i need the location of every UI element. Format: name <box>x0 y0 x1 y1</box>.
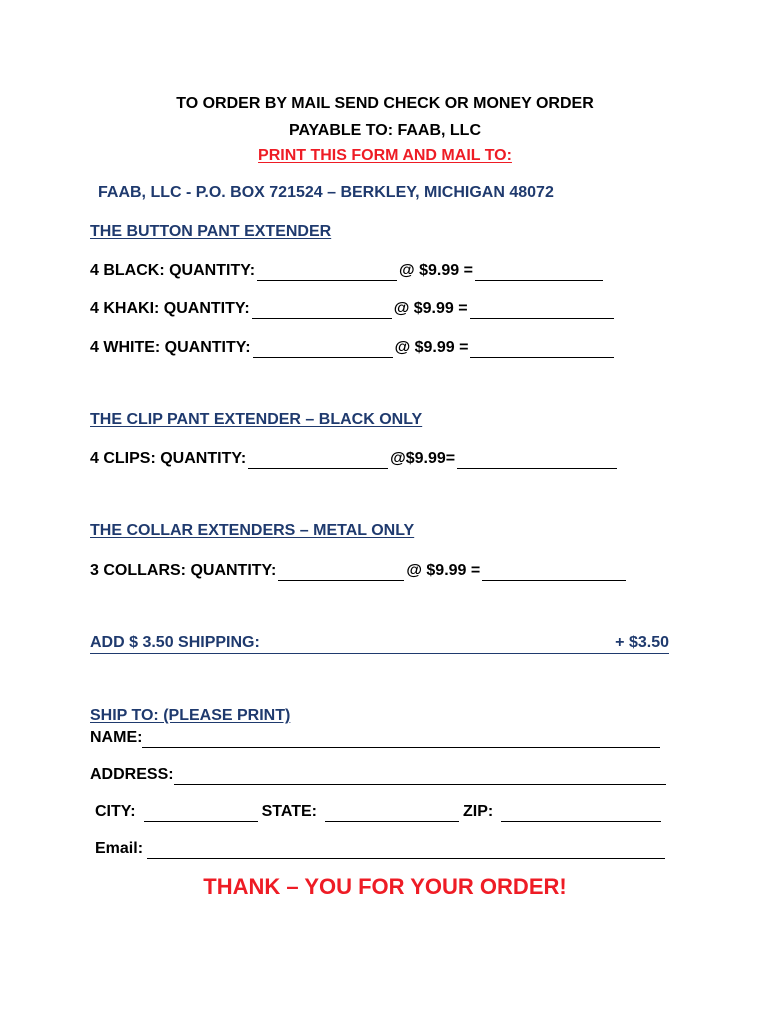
total-field-white[interactable] <box>470 341 614 358</box>
quantity-field-black[interactable] <box>257 264 397 281</box>
name-field[interactable] <box>142 731 660 748</box>
order-row-price: @$9.99= <box>390 450 456 467</box>
order-row-white <box>90 338 616 358</box>
quantity-field-khaki[interactable] <box>252 302 392 319</box>
order-row-price: @ $9.99 = <box>406 562 481 579</box>
mailing-address: FAAB, LLC - P.O. BOX 721524 – BERKLEY, MICHIGAN 48072 <box>98 184 554 201</box>
shipping-label: ADD $ 3.50 SHIPPING: <box>90 634 260 651</box>
ship-to-heading: SHIP TO: (PLEASE PRINT) <box>90 707 291 724</box>
order-row-label: 4 WHITE: QUANTITY: <box>90 339 251 356</box>
order-row-clips <box>90 449 619 469</box>
clip-section-heading: THE CLIP PANT EXTENDER – BLACK ONLY <box>90 411 423 428</box>
order-row-label: 4 CLIPS: QUANTITY: <box>90 450 247 467</box>
shipping-amount: + $3.50 <box>615 634 669 651</box>
shipping-row <box>90 633 669 654</box>
address-label: ADDRESS: <box>90 766 174 783</box>
total-field-khaki[interactable] <box>470 302 614 319</box>
order-row-black <box>90 261 605 281</box>
header-line-3: PRINT THIS FORM AND MAIL TO: <box>258 147 512 164</box>
quantity-field-collars[interactable] <box>278 564 404 581</box>
quantity-field-clips[interactable] <box>248 452 388 469</box>
order-row-label: 3 COLLARS: QUANTITY: <box>90 562 277 579</box>
zip-field[interactable] <box>501 805 661 822</box>
order-row-price: @ $9.99 = <box>393 300 468 317</box>
collar-section-heading: THE COLLAR EXTENDERS – METAL ONLY <box>90 522 415 539</box>
email-row <box>95 839 667 859</box>
order-row-khaki <box>90 299 616 319</box>
city-label: CITY: <box>95 803 136 820</box>
order-row-price: @ $9.99 = <box>394 339 469 356</box>
zip-label: ZIP: <box>463 803 494 820</box>
total-field-collars[interactable] <box>482 564 626 581</box>
name-label: NAME: <box>90 729 143 746</box>
city-state-zip-row <box>95 802 663 822</box>
total-field-clips[interactable] <box>457 452 617 469</box>
city-field[interactable] <box>144 805 258 822</box>
order-row-price: @ $9.99 = <box>399 262 473 279</box>
total-field-black[interactable] <box>475 264 603 281</box>
address-row <box>90 765 668 785</box>
email-label: Email: <box>95 840 144 857</box>
button-section-heading: THE BUTTON PANT EXTENDER <box>90 223 332 240</box>
order-row-collars <box>90 561 628 581</box>
order-row-label: 4 KHAKI: QUANTITY: <box>90 300 250 317</box>
state-field[interactable] <box>325 805 459 822</box>
state-label: STATE: <box>261 803 317 820</box>
quantity-field-white[interactable] <box>253 341 393 358</box>
header-line-2: PAYABLE TO: FAAB, LLC <box>288 122 482 139</box>
header-line-1: TO ORDER BY MAIL SEND CHECK OR MONEY ORDER <box>176 95 594 112</box>
email-field[interactable] <box>147 842 665 859</box>
order-row-label: 4 BLACK: QUANTITY: <box>90 262 256 279</box>
address-field[interactable] <box>174 768 666 785</box>
thank-you-message: THANK – YOU FOR YOUR ORDER! <box>203 874 567 899</box>
name-row <box>90 728 662 748</box>
